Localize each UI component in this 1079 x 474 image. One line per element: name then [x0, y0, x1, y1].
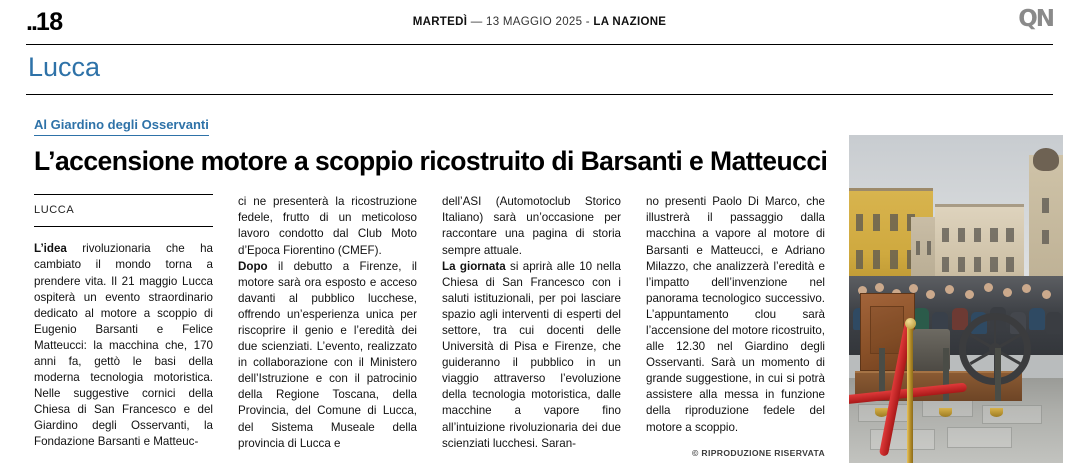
paragraph-text: rivoluzionaria che ha cambiato il mondo torna a prendere vita. Il 21 maggio Lucca ospiterà un evento straordinario dedicato al motore a scoppio di Eugenio Barsanti e Felice Matteucci: la macchina che, 170 anni fa, gettò le basi della moderna tecnologia motoristica. Nelle suggestive cornici della Chiesa di San Francesco e del Giardino degli Osservanti, la Fondazione Barsanti e Matteuc-	[34, 242, 213, 449]
photo-canvas	[849, 135, 1063, 463]
masthead-separator-1: —	[470, 16, 483, 28]
copyright-notice: © RIPRODUZIONE RISERVATA	[692, 447, 825, 458]
photo-engine-panel	[870, 306, 903, 354]
article-column-2	[238, 194, 417, 461]
paragraph-text: ci ne presenterà la ricostruzione fedele, frutto di un meticoloso lavoro condotto dal Club Moto d’Epoca Fiorentino (CMEF).	[238, 195, 417, 257]
masthead-day: MARTEDÌ	[412, 16, 468, 28]
paragraph	[238, 259, 417, 452]
paragraph-lead: La giornata	[442, 259, 506, 273]
photo-barrier-stanchion-top	[905, 318, 916, 329]
masthead-date: 13 MAGGIO 2025	[486, 16, 583, 28]
article-body	[26, 194, 1053, 461]
photo-tower-dome	[1033, 148, 1059, 171]
masthead-separator-2: -	[585, 16, 590, 28]
dateline-block	[34, 194, 213, 227]
qn-logo-icon: QN	[1018, 6, 1053, 32]
article-kicker[interactable]: Al Giardino degli Osservanti	[34, 118, 209, 135]
masthead	[26, 0, 1053, 44]
paragraph-text: il debutto a Firenze, il motore sarà ora esposto e acceso davanti al pubblico lucchese, offrendo un’esperienza unica per riscoprire il genio e l’eredità dei due scienziati. L’evento, realizzato in collaborazione con il Ministero dell’Istruzione e con il patrocinio della Regione Toscana, della Provincia, del Comune di Lucca, del Sistema Museale della provincia di Lucca e	[238, 259, 417, 450]
article-column-3	[442, 194, 621, 461]
paragraph	[442, 259, 621, 452]
article-headline: L’accensione motore a scoppio ricostruito di Barsanti e Matteucci	[34, 145, 828, 176]
article-photo	[849, 135, 1063, 463]
paragraph-lead: L’idea	[34, 242, 67, 256]
article-column-1	[34, 194, 213, 461]
masthead-paper-name: LA NAZIONE	[593, 16, 667, 28]
paragraph	[442, 194, 621, 258]
article-dateline: LUCCA	[34, 204, 75, 217]
paragraph-text: si aprirà alle 10 nella Chiesa di San Francesco con i saluti istituzionali, per poi lasciare spazio agli interventi di esperti del settore, tra cui docenti delle Università di Pisa e Firenze, che guideranno il pubblico in un viaggio attraverso l’evoluzione della tecnologia motoristica, dalle macchine a vapore fino all’intuizione rivoluzionaria dei due scienziati lucchesi. Saran-	[442, 259, 621, 450]
masthead-dateline	[26, 16, 1053, 28]
paragraph	[238, 194, 417, 258]
paragraph	[34, 241, 213, 450]
paragraph-text: no presenti Paolo Di Marco, che illustrerà il passaggio dalla macchina a vapore al motore di Barsanti e Matteucci, e Adriano Milazzo, che analizzerà l’eredità e l’impatto dell’invenzione nel panorama tecnologico successivo. L’appuntamento clou sarà l’accensione del motore ricostruito, alle 12.30 nel Giardino degli Osservanti. Sarà un momento di grande suggestione, in cui si potrà assistere alla messa in funzione della riproduzione fedele del motore a scoppio.	[646, 195, 825, 434]
photo-barrier-stanchion	[907, 326, 913, 464]
paragraph-lead: Dopo	[238, 259, 268, 273]
section-title: Lucca	[28, 52, 101, 82]
article-column-4	[646, 194, 825, 461]
paragraph-text: dell’ASI (Automotoclub Storico Italiano) sarà un’occasione per raccontare una pagina di storia sempre attuale.	[442, 195, 621, 257]
folio-dots: ..	[26, 7, 36, 36]
paragraph	[646, 194, 825, 435]
folio-number: 18	[35, 7, 63, 36]
